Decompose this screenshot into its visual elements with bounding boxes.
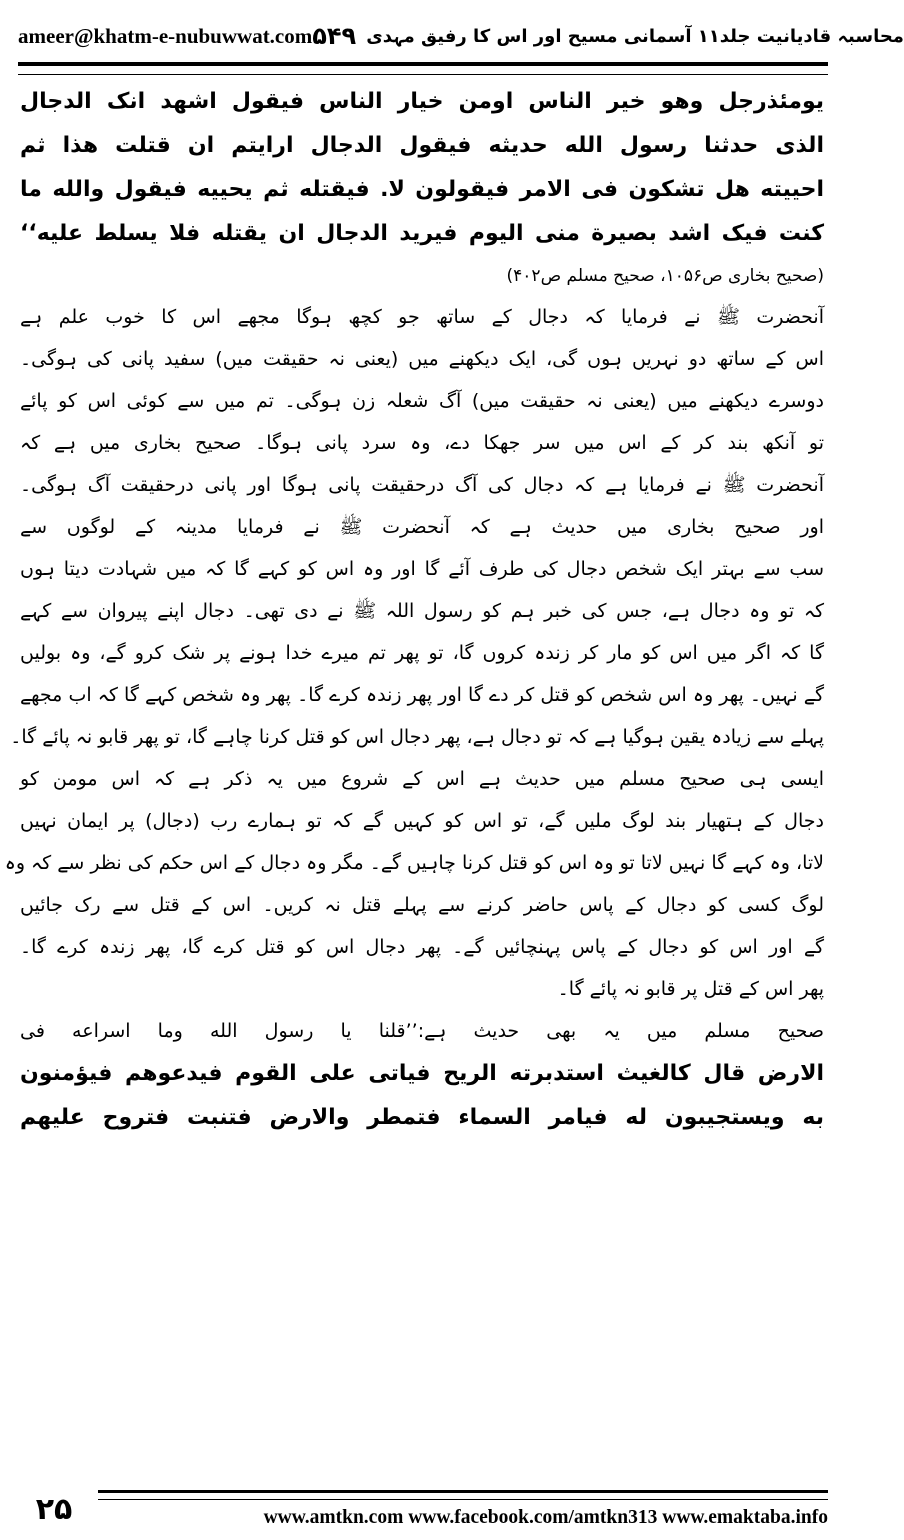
text-line: گے نہیں۔ پھر وہ اس شخص کو قتل کر دے گا اور پھر زندہ کرے گا۔ پھر وہ شخص کہے گا کہ اب مجھے [20,684,824,706]
text-line: کنت فیک اشد بصیرة منی الیوم فیرید الدجال ان یقتله فلا یسلط علیه‘‘ [20,221,824,246]
text-line: گا کہ اگر میں اس کو مار کر زندہ کروں گا، تو پھر تم میرے خدا ہونے پر شک کرو گے، وہ بولیں [20,642,824,664]
text-line: گے اور اس کو دجال کے پاس پہنچائیں گے۔ پھر دجال اس کو قتل کرے گا، پھر زندہ کرے گا۔ [20,936,824,958]
text-line: پھر اس کے قتل پر قابو نہ پائے گا۔ [557,978,824,1000]
text-line: سب سے بہتر ایک شخص دجال کی طرف آئے گا اور وہ اس کو کہے گا کہ میں شہادت دیتا ہوں [20,558,824,580]
header-rule [18,62,828,75]
text-line: (صحیح بخاری ص۱۰۵۶، صحیح مسلم ص۴۰۲) [506,266,824,286]
text-line: تو آنکھ بند کر کے اس میں سر جھکا دے، وہ سرد پانی ہوگا۔ صحیح بخاری میں ہے کہ [20,432,824,454]
page-body [4,80,824,1140]
text-line: اور صحیح بخاری میں حدیث ہے کہ آنحضرت ﷺ نے فرمایا مدینہ کے لوگوں سے [20,516,824,538]
page-header [18,16,904,56]
text-line: کہ تو وہ دجال ہے، جس کی خبر ہم کو رسول اللہ ﷺ نے دی تھی۔ دجال اپنے پیروان سے کہے [20,600,824,622]
text-line: ایسی ہی صحیح مسلم میں حدیث ہے اس کے شروع میں یہ ذکر ہے کہ اس مومن کو [20,768,824,790]
text-line: آنحضرت ﷺ نے فرمایا کہ دجال کے ساتھ جو کچھ ہوگا مجھے اس کا خوب علم ہے [20,306,824,328]
header-book-title: محاسبہ قادیانیت جلد۱۱ آسمانی مسیح اور اس کا رفیق مہدی [366,25,904,47]
text-line: صحیح مسلم میں یہ بھی حدیث ہے:’’قلنا یا رسول الله وما اسراعه فی [20,1020,824,1042]
text-line: پہلے سے زیادہ یقین ہوگیا ہے کہ تو دجال ہے، پھر دجال اس کو قتل کرنا چاہے گا، تو پھر قابو نہ پائے گا۔ [10,726,824,748]
text-line: اس کے ساتھ دو نہریں ہوں گی، ایک دیکھنے میں (یعنی نہ حقیقت میں) سفید پانی کی ہوگی۔ [20,348,824,370]
text-line: الذی حدثنا رسول الله حدیثه فیقول الدجال ارایتم ان قتلت هذا ثم [20,133,824,158]
footer-links: www.amtkn.com www.facebook.com/amtkn313 www.emaktaba.info [263,1507,828,1528]
header-title-group [312,22,904,50]
text-line: لاتا، وہ کہے گا نہیں لاتا تو وہ اس کو قتل کرنا چاہیں گے۔ مگر وہ دجال کے اس حکم کی نظر سے کہ وہ [4,852,824,874]
footer-page-number: ۲۵ [35,1492,73,1527]
text-line: لوگ کسی کو دجال کے پاس حاضر کرنے سے پہلے قتل نہ کریں۔ اس کے قتل سے رک جائیں [20,894,824,916]
text-line: الارض قال کالغیث استدبرته الریح فیاتی علی القوم فیدعوهم فیؤمنون [20,1061,824,1086]
text-line: آنحضرت ﷺ نے فرمایا ہے کہ دجال کی آگ درحقیقت پانی ہوگا اور پانی درحقیقت آگ ہوگی۔ [20,474,824,496]
header-email: ameer@khatm-e-nubuwwat.com [18,23,313,48]
text-line: به ویستجیبون له فیامر السماء فتمطر والارض فتنبت فتروح علیهم [20,1105,824,1130]
text-line: احییته هل تشکون فی الامر فیقولون لا. فیقتله ثم یحییه فیقول والله ما [20,177,824,202]
text-line: یومئذرجل وهو خیر الناس اومن خیار الناس فیقول اشهد انک الدجال [20,89,824,114]
text-line: دجال کے ہتھیار بند لوگ ملیں گے، تو اس کو کہیں گے کہ تو ہمارے رب (دجال) پر ایمان نہیں [20,810,824,832]
text-line: دوسرے دیکھنے میں (یعنی نہ حقیقت میں) آگ شعلہ زن ہوگی۔ تم میں سے کوئی اس کو پائے [20,390,824,412]
header-page-number: ۵۴۹ [312,22,357,50]
footer-rule [98,1490,828,1500]
